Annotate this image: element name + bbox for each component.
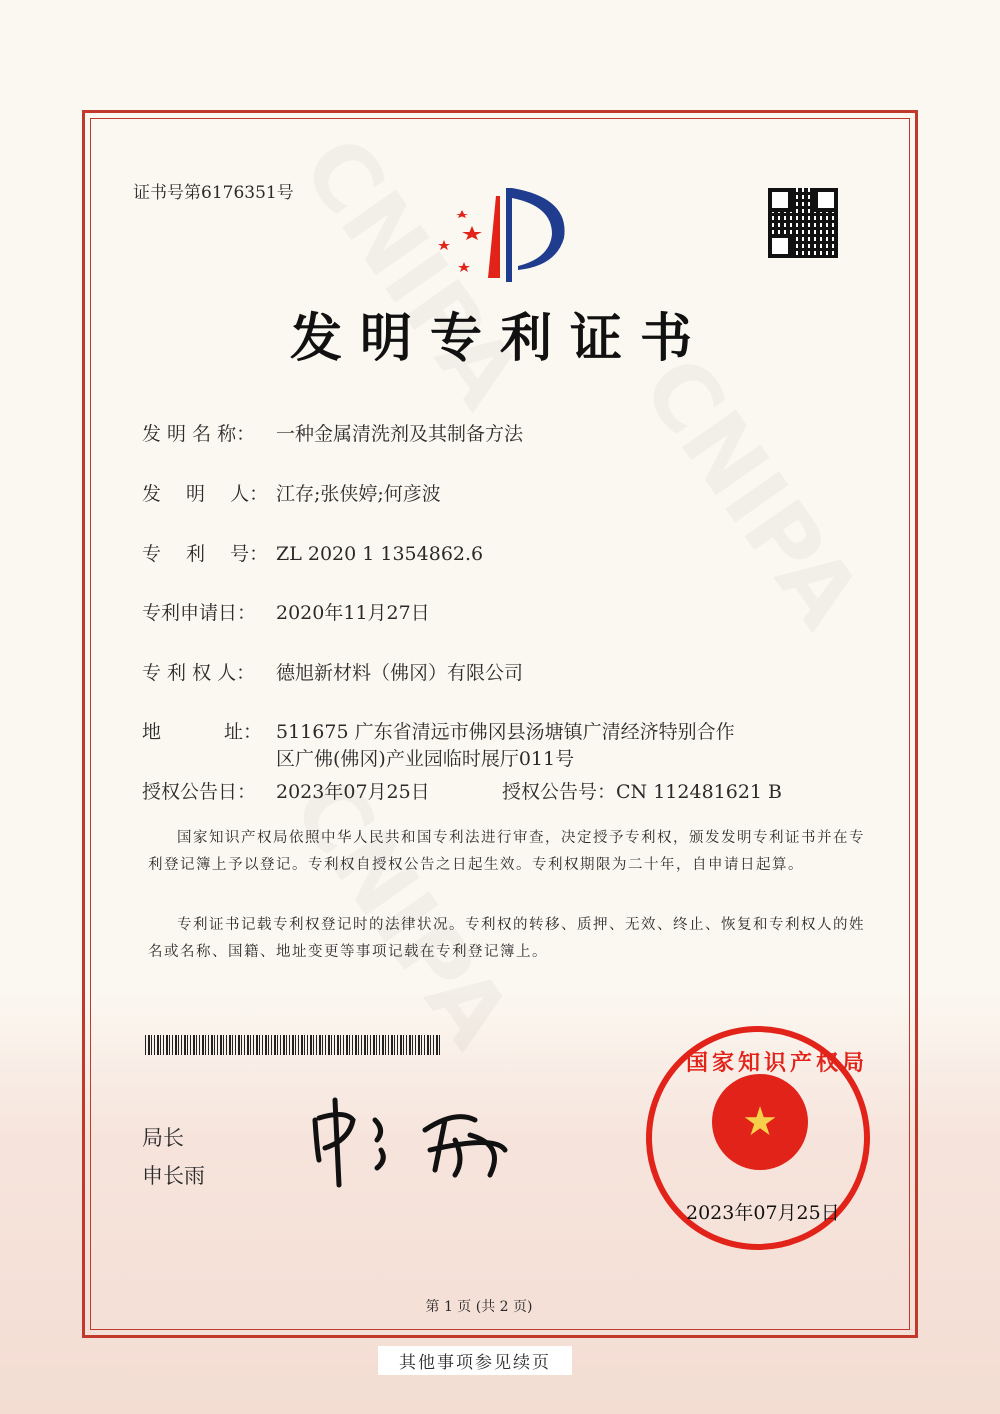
field-announcement-number: 授权公告号：CN 112481621 B [502,781,783,803]
director-name: 申长雨 [142,1164,205,1188]
field-patentee: 专 利 权 人： 德旭新材料（佛冈）有限公司 [142,662,524,684]
statement-paragraph: 专利证书记载专利权登记时的法律状况。专利权的转移、质押、无效、终止、恢复和专利权人的姓名或名称、国籍、地址变更等事项记载在专利登记簿上。 [148,917,865,960]
field-address-line2: 区广佛(佛冈)产业园临时展厅011号 [276,748,575,770]
director-title: 局长 [142,1126,184,1150]
signature [305,1090,515,1190]
barcode [145,1035,441,1055]
field-patent-number: 专 利 号： ZL 2020 1 1354862.6 [142,543,484,565]
page-info: 第 1 页 (共 2 页) [425,1299,533,1315]
field-grant-date: 授权公告日： 2023年07月25日 [142,781,430,803]
seal-text: 国家知识产权局 [686,1050,869,1076]
qr-code [768,188,838,258]
statement-paragraph: 国家知识产权局依照中华人民共和国专利法进行审查，决定授予专利权，颁发发明专利证书并在专利登记簿上予以登记。专利权自授权公告之日起生效。专利权期限为二十年，自申请日起算。 [148,830,865,873]
field-address: 地 址： 511675 广东省清远市佛冈县汤塘镇广清经济特别合作 [142,721,735,743]
seal-date: 2023年07月25日 [686,1202,840,1224]
field-inventors: 发 明 人： 江存;张侠婷;何彦波 [142,483,441,505]
page-title: 发明专利证书 [289,308,710,369]
field-application-date: 专利申请日： 2020年11月27日 [142,602,430,624]
national-emblem-icon: ★ [712,1074,808,1170]
footer-note: 其他事项参见续页 [378,1346,572,1375]
cnipa-logo [430,178,575,290]
field-invention-name: 发 明 名 称： 一种金属清洗剂及其制备方法 [142,423,524,445]
certificate-number: 证书号第6176351号 [133,183,294,203]
